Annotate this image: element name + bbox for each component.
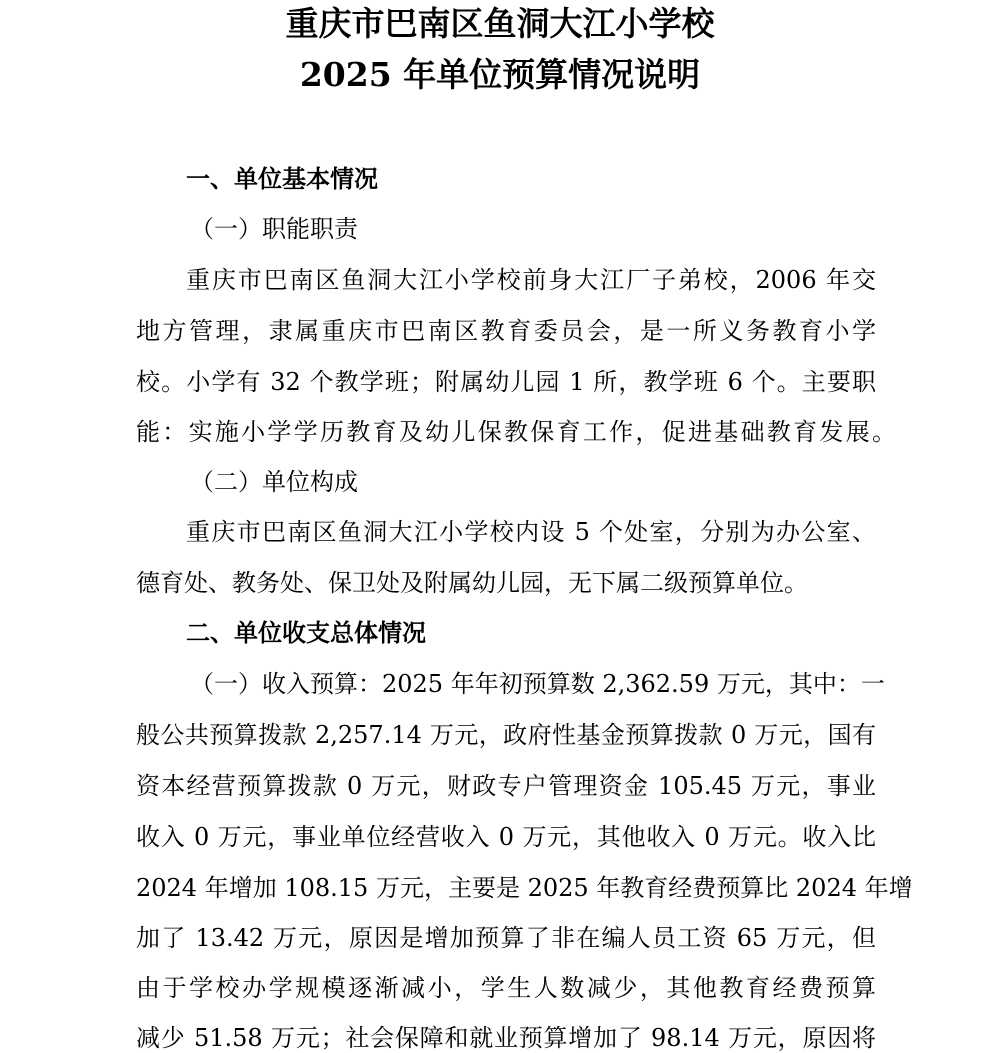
paragraph-line: 重庆市巴南区鱼洞大江小学校前身大江厂子弟校，2006 年交 [186, 266, 876, 294]
document-title-line-2: 2025 年单位预算情况说明 [299, 55, 701, 94]
section-2-heading: 二、单位收支总体情况 [186, 618, 426, 647]
paragraph-line: 重庆市巴南区鱼洞大江小学校内设 5 个处室，分别为办公室、 [186, 518, 876, 546]
paragraph-line: 由于学校办学规模逐渐减小，学生人数减少，其他教育经费预算 [136, 974, 876, 1002]
section-1-subheading-1: （一）职能职责 [190, 215, 358, 243]
paragraph-line: 资本经营预算拨款 0 万元，财政专户管理资金 105.45 万元，事业 [136, 772, 876, 800]
paragraph-line: 减少 51.58 万元；社会保障和就业预算增加了 98.14 万元，原因将 [136, 1024, 876, 1052]
document-title-line-1: 重庆市巴南区鱼洞大江小学校 [285, 4, 715, 43]
section-1-heading: 一、单位基本情况 [186, 164, 378, 193]
paragraph-line: 加了 13.42 万元，原因是增加预算了非在编人员工资 65 万元，但 [136, 924, 876, 952]
paragraph-line: 能：实施小学学历教育及幼儿保教保育工作，促进基础教育发展。 [136, 418, 896, 446]
paragraph-line: 收入 0 万元，事业单位经营收入 0 万元，其他收入 0 万元。收入比 [136, 823, 876, 851]
paragraph-line: 德育处、教务处、保卫处及附属幼儿园，无下属二级预算单位。 [136, 569, 808, 597]
paragraph-line: 2024 年增加 108.15 万元，主要是 2025 年教育经费预算比 2024 年增 [136, 874, 913, 902]
paragraph-line: （一）收入预算：2025 年年初预算数 2,362.59 万元，其中：一 [190, 670, 885, 698]
section-1-subheading-2: （二）单位构成 [190, 468, 358, 496]
paragraph-line: 地方管理，隶属重庆市巴南区教育委员会，是一所义务教育小学 [136, 317, 876, 345]
paragraph-line: 般公共预算拨款 2,257.14 万元，政府性基金预算拨款 0 万元，国有 [136, 721, 876, 749]
paragraph-line: 校。小学有 32 个教学班；附属幼儿园 1 所，教学班 6 个。主要职 [136, 368, 876, 396]
